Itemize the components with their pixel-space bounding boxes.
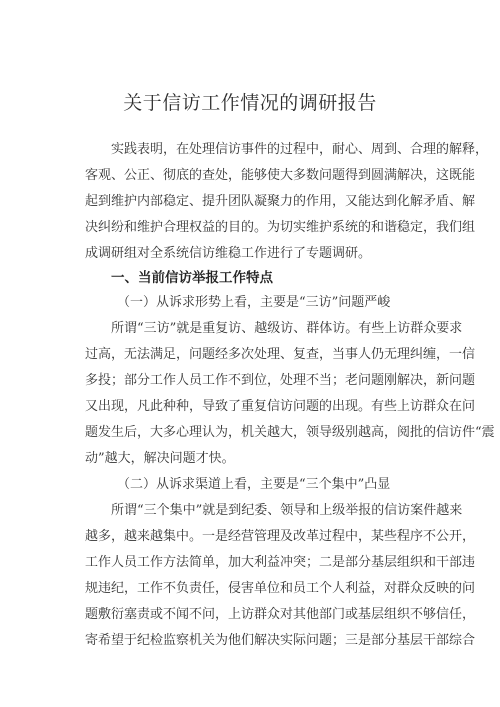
sub1-line-5: 题发生后，大多心理认为，机关越大，领导级别越高，阅批的信访件“震 <box>85 425 495 440</box>
section-heading-1: 一、当前信访举报工作特点 <box>111 270 273 286</box>
sub2-line-3: 工作人员工作方法简单，加大利益冲突；二是部分基层组织和干部违 <box>85 555 476 570</box>
sub1-line-6: 动”越大，解决问题才快。 <box>85 451 235 466</box>
sub1-line-1: 所谓“三访”就是重复访、越级访、群体访。有些上访群众要求 <box>111 321 463 336</box>
intro-line-4: 决纠纷和维护合理权益的目的。为切实维护系统的和谐稳定，我们组 <box>85 220 476 235</box>
document-title: 关于信访工作情况的调研报告 <box>123 92 377 114</box>
sub1-line-4: 又出现，凡此种种，导致了重复信访问题的出现。有些上访群众在问 <box>85 399 476 414</box>
sub2-line-2: 越多，越来越集中。一是经营管理及改革过程中，某些程序不公开， <box>85 529 476 544</box>
intro-line-2: 客观、公正、彻底的查处，能够使大多数问题得到圆满解决，这既能 <box>85 168 476 183</box>
sub2-line-6: 寄希望于纪检监察机关为他们解决实际问题；三是部分基层干部综合 <box>85 633 476 648</box>
document-body <box>85 140 495 680</box>
sub1-line-3: 多投；部分工作人员工作不到位，处理不当；老问题刚解决，新问题 <box>85 373 476 388</box>
sub1-line-2: 过高，无法满足，问题经多次处理、复查，当事人仍无理纠缠，一信 <box>85 347 476 362</box>
subsection-heading-1: （一）从诉求形势上看，主要是“三访”问题严峻 <box>117 295 391 310</box>
intro-line-1: 实践表明，在处理信访事件的过程中，耐心、周到、合理的解释， <box>111 142 489 157</box>
intro-line-5: 成调研组对全系统信访维稳工作进行了专题调研。 <box>85 246 372 261</box>
intro-line-3: 起到维护内部稳定、提升团队凝聚力的作用，又能达到化解矛盾、解 <box>85 194 476 209</box>
sub2-line-4: 规违纪，工作不负责任，侵害单位和员工个人利益，对群众反映的问 <box>85 581 476 596</box>
sub2-line-1: 所谓“三个集中”就是到纪委、领导和上级举报的信访案件越来 <box>111 503 463 518</box>
subsection-heading-2: （二）从诉求渠道上看，主要是“三个集中”凸显 <box>117 477 391 492</box>
sub2-line-5: 题敷衍塞责或不闻不问，上访群众对其他部门或基层组织不够信任， <box>85 607 476 622</box>
